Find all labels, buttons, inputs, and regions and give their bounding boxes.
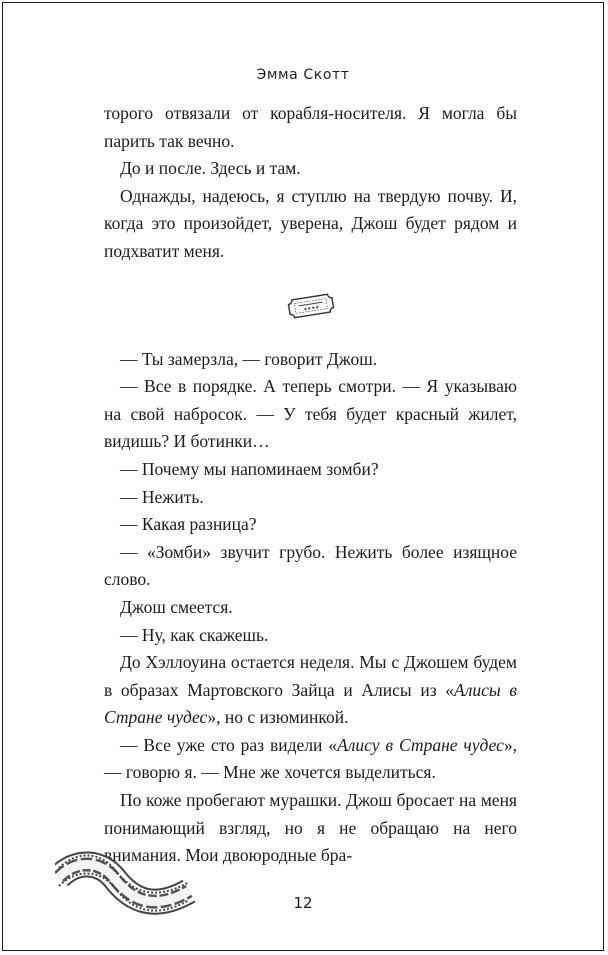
paragraph (104, 649, 517, 732)
paragraph: По коже пробегают мурашки. Джош бросает на меня понимающий взгляд, но я не обращаю на него внимания. Мои двоюродные бра- (104, 790, 517, 866)
dialogue-line: — Ну, как скажешь. (120, 624, 269, 645)
section-break (104, 266, 517, 346)
text-run: », но с изюминкой. (207, 707, 349, 728)
page-number: 12 (293, 894, 313, 912)
book-title: Алисы в Стране чудес (104, 679, 517, 728)
running-head-author: Эмма Скотт (256, 67, 350, 83)
body-text (104, 100, 517, 870)
dialogue-line: — Ты замерзла, — говорит Джош. (120, 348, 378, 369)
dialogue-line (104, 732, 517, 787)
text-run: До Хэллоуина остается неделя. Мы с Джошем будем в образах Мартовского Зайца и Алисы из « (104, 652, 517, 700)
paragraph: Однажды, надеюсь, я ступлю на твердую почву. И, когда это произойдет, уверена, Джош будет рядом и подхватит меня. (104, 185, 517, 261)
dialogue-line: — «Зомби» звучит грубо. Нежить более изящное слово. (104, 541, 517, 590)
paragraph: торого отвязали от корабля-носителя. Я могла бы парить так вечно. (104, 103, 517, 151)
svg-text:★★★★: ★★★★ (302, 304, 320, 313)
paragraph: До и после. Здесь и там. (120, 158, 301, 179)
cinema-ticket-icon (287, 292, 335, 320)
dialogue-line: — Нежить. (120, 486, 204, 507)
dialogue-line: — Почему мы напоминаем зомби? (120, 458, 379, 479)
text-run: », — говорю я. — Мне же хочется выделиться. (104, 734, 517, 783)
text-run: — Все уже сто раз видели « (120, 734, 338, 755)
book-title: Алису в Стране чудес (337, 734, 504, 755)
dialogue-line: — Все в порядке. А теперь смотри. — Я указываю на свой набросок. — У тебя будет красный жилет, видишь? И ботинки… (104, 376, 517, 452)
dialogue-line: — Какая разница? (120, 514, 257, 535)
paragraph: Джош смеется. (120, 596, 233, 617)
book-page (2, 2, 604, 951)
